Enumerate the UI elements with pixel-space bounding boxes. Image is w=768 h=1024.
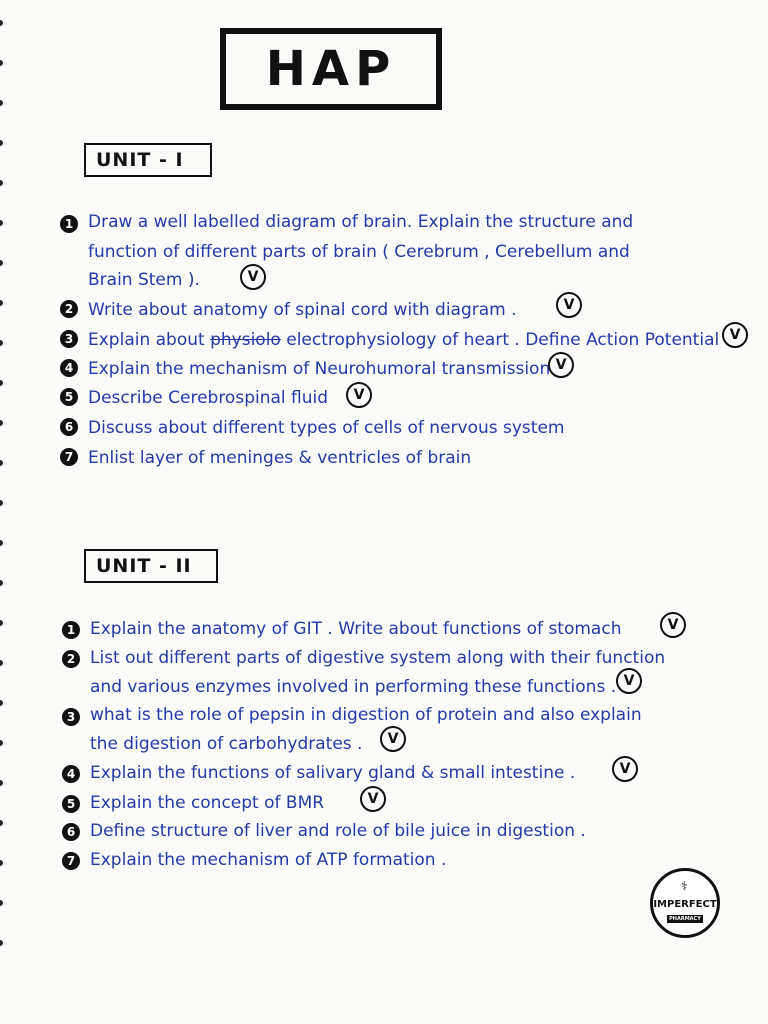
- unit-1-q3-part-b: electrophysiology of heart . Define Action Potential: [286, 330, 720, 350]
- important-mark-icon: V: [556, 292, 582, 318]
- unit-1-q2: Write about anatomy of spinal cord with diagram .: [88, 300, 517, 320]
- unit-1-q7: Enlist layer of meninges & ventricles of brain: [88, 448, 472, 468]
- important-mark-icon: V: [240, 264, 266, 290]
- unit-1-q5-number: 5: [60, 388, 78, 406]
- unit-2-q7-number: 7: [62, 852, 80, 870]
- unit-2-q4-number: 4: [62, 765, 80, 783]
- spiral-binding: [0, 0, 6, 1024]
- unit-1-q3-struck-word: physiolo: [210, 330, 281, 350]
- imperfect-pharmacy-logo: [650, 868, 720, 938]
- logo-subtitle: PHARMACY: [667, 915, 703, 923]
- unit-1-q6: Discuss about different types of cells of nervous system: [88, 418, 565, 438]
- unit-1-q4: Explain the mechanism of Neurohumoral transmission: [88, 359, 551, 379]
- unit-1-q1-line-3: Brain Stem ).: [88, 270, 200, 290]
- unit-2-heading: UNIT - II: [84, 549, 218, 583]
- page-title: [220, 28, 442, 110]
- unit-2-q6: Define structure of liver and role of bile juice in digestion .: [90, 821, 586, 841]
- page-title-text: HAP: [265, 41, 397, 97]
- important-mark-icon: V: [380, 726, 406, 752]
- unit-1-q3: [88, 330, 719, 350]
- unit-2-q1-number: 1: [62, 621, 80, 639]
- unit-2-q5: Explain the concept of BMR: [90, 793, 325, 813]
- unit-1-q4-number: 4: [60, 359, 78, 377]
- logo-name: IMPERFECT: [653, 899, 717, 910]
- important-mark-icon: V: [722, 322, 748, 348]
- unit-1-q1-number: 1: [60, 215, 78, 233]
- unit-2-q2-number: 2: [62, 650, 80, 668]
- important-mark-icon: V: [548, 352, 574, 378]
- unit-2-q2-line-1: List out different parts of digestive system along with their function: [90, 648, 666, 668]
- unit-2-q1: Explain the anatomy of GIT . Write about functions of stomach: [90, 619, 622, 639]
- unit-2-q4: Explain the functions of salivary gland & small intestine .: [90, 763, 576, 783]
- unit-1-q3-part-a: Explain about: [88, 330, 205, 350]
- caduceus-icon: ⚕: [681, 879, 688, 893]
- unit-1-q1-line-1: Draw a well labelled diagram of brain. Explain the structure and: [88, 212, 634, 232]
- important-mark-icon: V: [660, 612, 686, 638]
- unit-1-q3-number: 3: [60, 330, 78, 348]
- unit-2-q7: Explain the mechanism of ATP formation .: [90, 850, 447, 870]
- unit-2-q3-number: 3: [62, 708, 80, 726]
- unit-1-q2-number: 2: [60, 300, 78, 318]
- unit-2-q6-number: 6: [62, 823, 80, 841]
- unit-1-q6-number: 6: [60, 418, 78, 436]
- important-mark-icon: V: [616, 668, 642, 694]
- unit-1-q5: Describe Cerebrospinal fluid: [88, 388, 329, 408]
- unit-1-q7-number: 7: [60, 448, 78, 466]
- unit-2-q2-line-2: and various enzymes involved in performing these functions .: [90, 677, 617, 697]
- unit-2-q5-number: 5: [62, 795, 80, 813]
- unit-1-q1-line-2: function of different parts of brain ( Cerebrum , Cerebellum and: [88, 242, 630, 262]
- unit-2-q3-line-2: the digestion of carbohydrates .: [90, 734, 363, 754]
- unit-2-q3-line-1: what is the role of pepsin in digestion of protein and also explain: [90, 705, 642, 725]
- important-mark-icon: V: [360, 786, 386, 812]
- important-mark-icon: V: [346, 382, 372, 408]
- unit-1-heading: UNIT - I: [84, 143, 212, 177]
- important-mark-icon: V: [612, 756, 638, 782]
